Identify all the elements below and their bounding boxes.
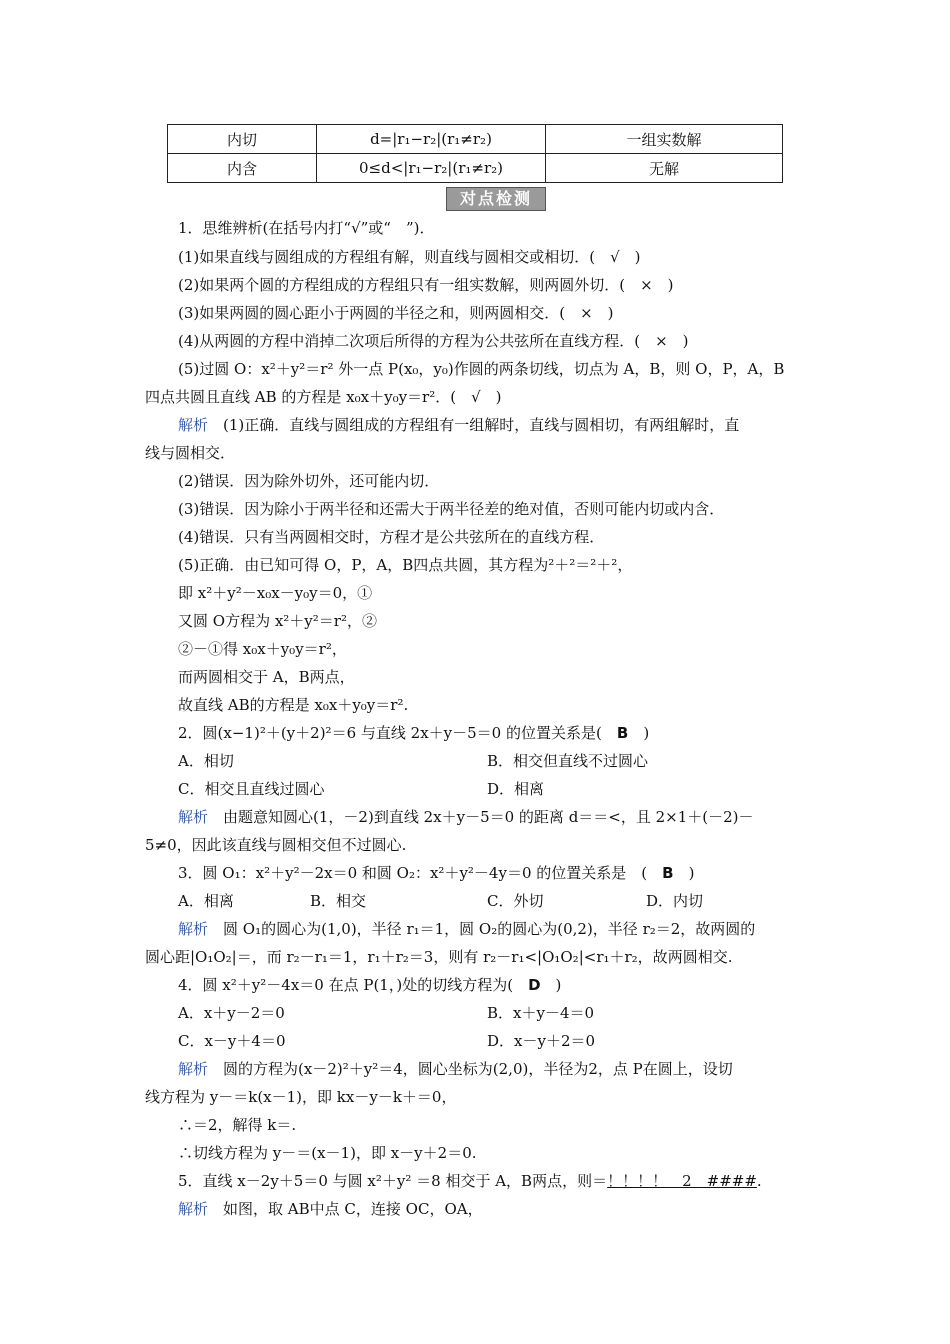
analysis-label: 解析 bbox=[178, 1200, 209, 1218]
table-cell: 内切 bbox=[168, 125, 317, 154]
analysis-line: (4)错误．只有当两圆相交时，方程才是公共弦所在的直线方程． bbox=[178, 528, 605, 546]
option-c: C．x－y＋4＝0 bbox=[178, 1032, 286, 1050]
question-stem-text: 2．圆(x−1)²＋(y＋2)²＝6 与直线 2x＋y－5＝0 的位置关系是( bbox=[178, 724, 602, 742]
analysis-line: 而两圆相交于 A，B两点， bbox=[178, 668, 355, 686]
table-cell: 一组实数解 bbox=[546, 125, 783, 154]
question-2-stem bbox=[178, 723, 649, 743]
option-b: B．相交 bbox=[310, 892, 367, 910]
option-d: D．x－y＋2＝0 bbox=[487, 1032, 596, 1050]
question-stem-text: ) bbox=[643, 724, 650, 742]
analysis-text: (1)正确．直线与圆组成的方程组有一组解时，直线与圆相切，有两组解时，直 bbox=[223, 416, 740, 434]
analysis-line: (3)错误．因为除小于两半径和还需大于两半径差的绝对值，否则可能内切或内含． bbox=[178, 500, 725, 518]
answer-blank: ！！！！ 2 #### bbox=[607, 1172, 757, 1190]
question-stem-text: 5．直线 x－2y＋5＝0 与圆 x²＋y² ＝8 相交于 A，B两点，则＝ bbox=[178, 1172, 608, 1190]
analysis-text: 圆 O₁的圆心为(1,0)，半径 r₁＝1，圆 O₂的圆心为(0,2)，半径 r₂＝2，故两圆的 bbox=[223, 920, 756, 938]
analysis-line: ②－①得 x₀x＋y₀y＝r²， bbox=[178, 640, 347, 658]
question-1-item: (3)如果两圆的圆心距小于两圆的半径之和，则两圆相交．( × ) bbox=[178, 304, 614, 322]
question-3-stem bbox=[178, 863, 694, 883]
option-d: D．相离 bbox=[487, 780, 545, 798]
analysis-line bbox=[178, 1199, 483, 1219]
answer-mark: B bbox=[662, 864, 674, 882]
question-1-stem: 1．思维辨析(在括号内打“√”或“ ”)． bbox=[178, 219, 435, 237]
analysis-line bbox=[178, 919, 755, 939]
option-a: A．相离 bbox=[178, 892, 234, 910]
analysis-text: 由题意知圆心(1，－2)到直线 2x＋y－5＝0 的距离 d＝＝<，且 2×1＋(－2)－ bbox=[223, 808, 754, 826]
question-4-stem bbox=[178, 975, 561, 995]
question-1-item: (2)如果两个圆的方程组成的方程组只有一组实数解，则两圆外切．( × ) bbox=[178, 276, 674, 294]
question-1-item: (1)如果直线与圆组成的方程组有解，则直线与圆相交或相切．( √ ) bbox=[178, 248, 641, 266]
table-cell: d=|r₁−r₂|(r₁≠r₂) bbox=[317, 125, 546, 154]
table-cell: 内含 bbox=[168, 154, 317, 183]
section-banner: 对点检测 bbox=[446, 187, 546, 211]
question-stem-text: 4．圆 x²＋y²－4x＝0 在点 P(1，)处的切线方程为( bbox=[178, 976, 514, 994]
analysis-line: ∴＝2，解得 k＝. bbox=[178, 1116, 297, 1134]
analysis-line: (2)错误．因为除外切外，还可能内切． bbox=[178, 472, 440, 490]
analysis-label: 解析 bbox=[178, 1060, 209, 1078]
analysis-line: 5≠0，因此该直线与圆相交但不过圆心. bbox=[145, 836, 407, 854]
option-b: B．相交但直线不过圆心 bbox=[487, 752, 649, 770]
analysis-line bbox=[178, 415, 739, 435]
option-d: D．内切 bbox=[646, 892, 704, 910]
question-1-item: (5)过圆 O：x²＋y²＝r² 外一点 P(x₀，y₀)作圆的两条切线，切点为 A，B，则 O，P，A，B bbox=[178, 360, 785, 378]
analysis-line: 线方程为 y－＝k(x－1)，即 kx－y－k＋＝0， bbox=[145, 1088, 457, 1106]
question-stem-text: ) bbox=[688, 864, 695, 882]
analysis-text: 如图，取 AB中点 C，连接 OC，OA， bbox=[223, 1200, 483, 1218]
option-a: A．x＋y－2＝0 bbox=[178, 1004, 285, 1022]
analysis-line: 即 x²＋y²－x₀x－y₀y＝0，① bbox=[178, 584, 373, 602]
question-5-stem bbox=[178, 1171, 762, 1191]
analysis-line: ∴切线方程为 y－＝(x－1)，即 x－y＋2＝0. bbox=[178, 1144, 477, 1162]
relation-table bbox=[167, 124, 783, 183]
table-cell: 无解 bbox=[546, 154, 783, 183]
analysis-label: 解析 bbox=[178, 416, 209, 434]
analysis-text: 圆的方程为(x－2)²＋y²＝4，圆心坐标为(2,0)，半径为2，点 P在圆上，设切 bbox=[223, 1060, 733, 1078]
answer-mark: D bbox=[528, 976, 541, 994]
analysis-line: 线与圆相交． bbox=[145, 444, 236, 462]
option-a: A．相切 bbox=[178, 752, 234, 770]
table-row bbox=[168, 154, 783, 183]
analysis-line bbox=[178, 807, 754, 827]
answer-mark: B bbox=[616, 724, 629, 742]
question-stem-text: ) bbox=[555, 976, 562, 994]
analysis-line: 故直线 AB的方程是 x₀x＋y₀y＝r². bbox=[178, 696, 409, 714]
analysis-line bbox=[178, 1059, 733, 1079]
option-b: B．x＋y－4＝0 bbox=[487, 1004, 595, 1022]
table-cell: 0≤d<|r₁−r₂|(r₁≠r₂) bbox=[317, 154, 546, 183]
question-1-item: 四点共圆且直线 AB 的方程是 x₀x＋y₀y＝r²．( √ ) bbox=[145, 388, 502, 406]
option-c: C．外切 bbox=[487, 892, 544, 910]
table-row bbox=[168, 125, 783, 154]
question-1-item: (4)从两圆的方程中消掉二次项后所得的方程为公共弦所在直线方程．( × ) bbox=[178, 332, 689, 350]
analysis-line: (5)正确．由已知可得 O，P，A，B四点共圆，其方程为²＋²＝²＋²， bbox=[178, 556, 633, 574]
question-stem-text: . bbox=[756, 1172, 762, 1190]
analysis-line: 又圆 O方程为 x²＋y²＝r²，② bbox=[178, 612, 377, 630]
analysis-label: 解析 bbox=[178, 920, 209, 938]
question-stem-text: 3．圆 O₁：x²＋y²－2x＝0 和圆 O₂：x²＋y²－4y＝0 的位置关系是 ( bbox=[178, 864, 648, 882]
analysis-label: 解析 bbox=[178, 808, 209, 826]
option-c: C．相交且直线过圆心 bbox=[178, 780, 325, 798]
analysis-line: 圆心距|O₁O₂|＝，而 r₂－r₁＝1，r₁＋r₂＝3，则有 r₂－r₁<|O₁O₂|<r₁＋r₂，故两圆相交. bbox=[145, 948, 733, 966]
